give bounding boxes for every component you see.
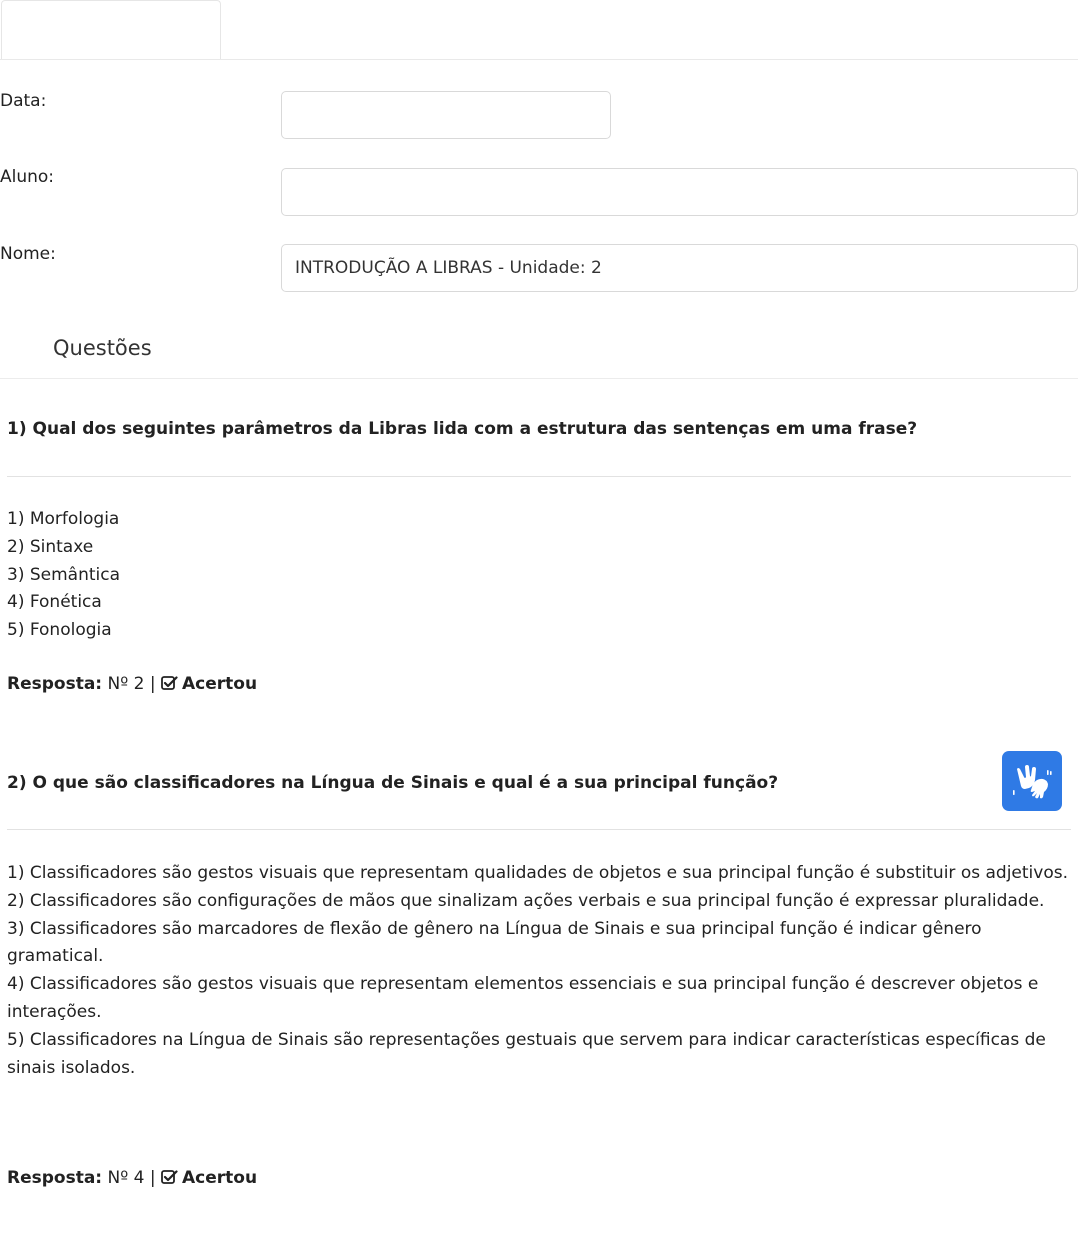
answer-separator: |	[149, 674, 156, 694]
option-item: 1) Morfologia	[7, 509, 120, 529]
question-title: 2) O que são classificadores na Língua de Sinais e qual é a sua principal função?	[7, 773, 779, 793]
option-item: 3) Semântica	[7, 564, 121, 585]
option-item: 4) Fonética	[7, 592, 102, 613]
answer-separator: |	[149, 1168, 156, 1188]
answer-line	[7, 674, 257, 694]
aluno-field[interactable]	[281, 168, 1078, 216]
option-item: 4) Classificadores são gestos visuais que representam elementos essenciais e sua principal função é descrever objetos e interações.	[7, 974, 1039, 1022]
libras-hands-icon	[1011, 760, 1053, 802]
question-divider	[7, 476, 1071, 477]
option-item: 1) Classificadores são gestos visuais que representam qualidades de objetos e sua principal função é substituir os adjetivos.	[7, 863, 1068, 883]
tab-divider	[0, 59, 1078, 60]
option-item: 5) Classificadores na Língua de Sinais são representações gestuais que servem para indicar características específicas de sinais isolados.	[7, 1029, 1046, 1078]
question-title: 1) Qual dos seguintes parâmetros da Libras lida com a estrutura das sentenças em uma frase?	[7, 419, 918, 439]
option-item: 5) Fonologia	[7, 620, 112, 641]
answer-number: Nº 4	[107, 1168, 145, 1188]
aluno-label: Aluno:	[0, 167, 55, 187]
answer-label: Resposta:	[7, 674, 103, 694]
nome-field[interactable]: INTRODUÇÃO A LIBRAS - Unidade: 2	[281, 244, 1078, 292]
option-item: 2) Classificadores são configurações de mãos que sinalizam ações verbais e sua principal função é expressar pluralidade.	[7, 890, 1045, 911]
data-label: Data:	[0, 91, 47, 111]
libras-accessibility-button[interactable]	[1002, 751, 1062, 811]
option-item: 3) Classificadores são marcadores de flexão de gênero na Língua de Sinais e sua principal função é indicar gênero gramatical.	[7, 918, 982, 967]
section-title: Questões	[53, 336, 152, 360]
option-item: 2) Sintaxe	[7, 536, 94, 557]
answer-label: Resposta:	[7, 1168, 103, 1188]
tab-header[interactable]	[1, 0, 221, 60]
result-text: Acertou	[182, 674, 258, 694]
check-square-icon	[161, 675, 178, 690]
answer-number: Nº 2	[107, 674, 145, 694]
result-text: Acertou	[182, 1168, 258, 1188]
section-divider	[0, 378, 1078, 379]
question-divider	[7, 829, 1071, 830]
check-square-icon	[161, 1169, 178, 1184]
options-list	[7, 860, 1075, 1082]
nome-label: Nome:	[0, 244, 56, 264]
options-list	[7, 506, 1075, 645]
data-field[interactable]	[281, 91, 611, 139]
answer-line	[7, 1168, 257, 1188]
